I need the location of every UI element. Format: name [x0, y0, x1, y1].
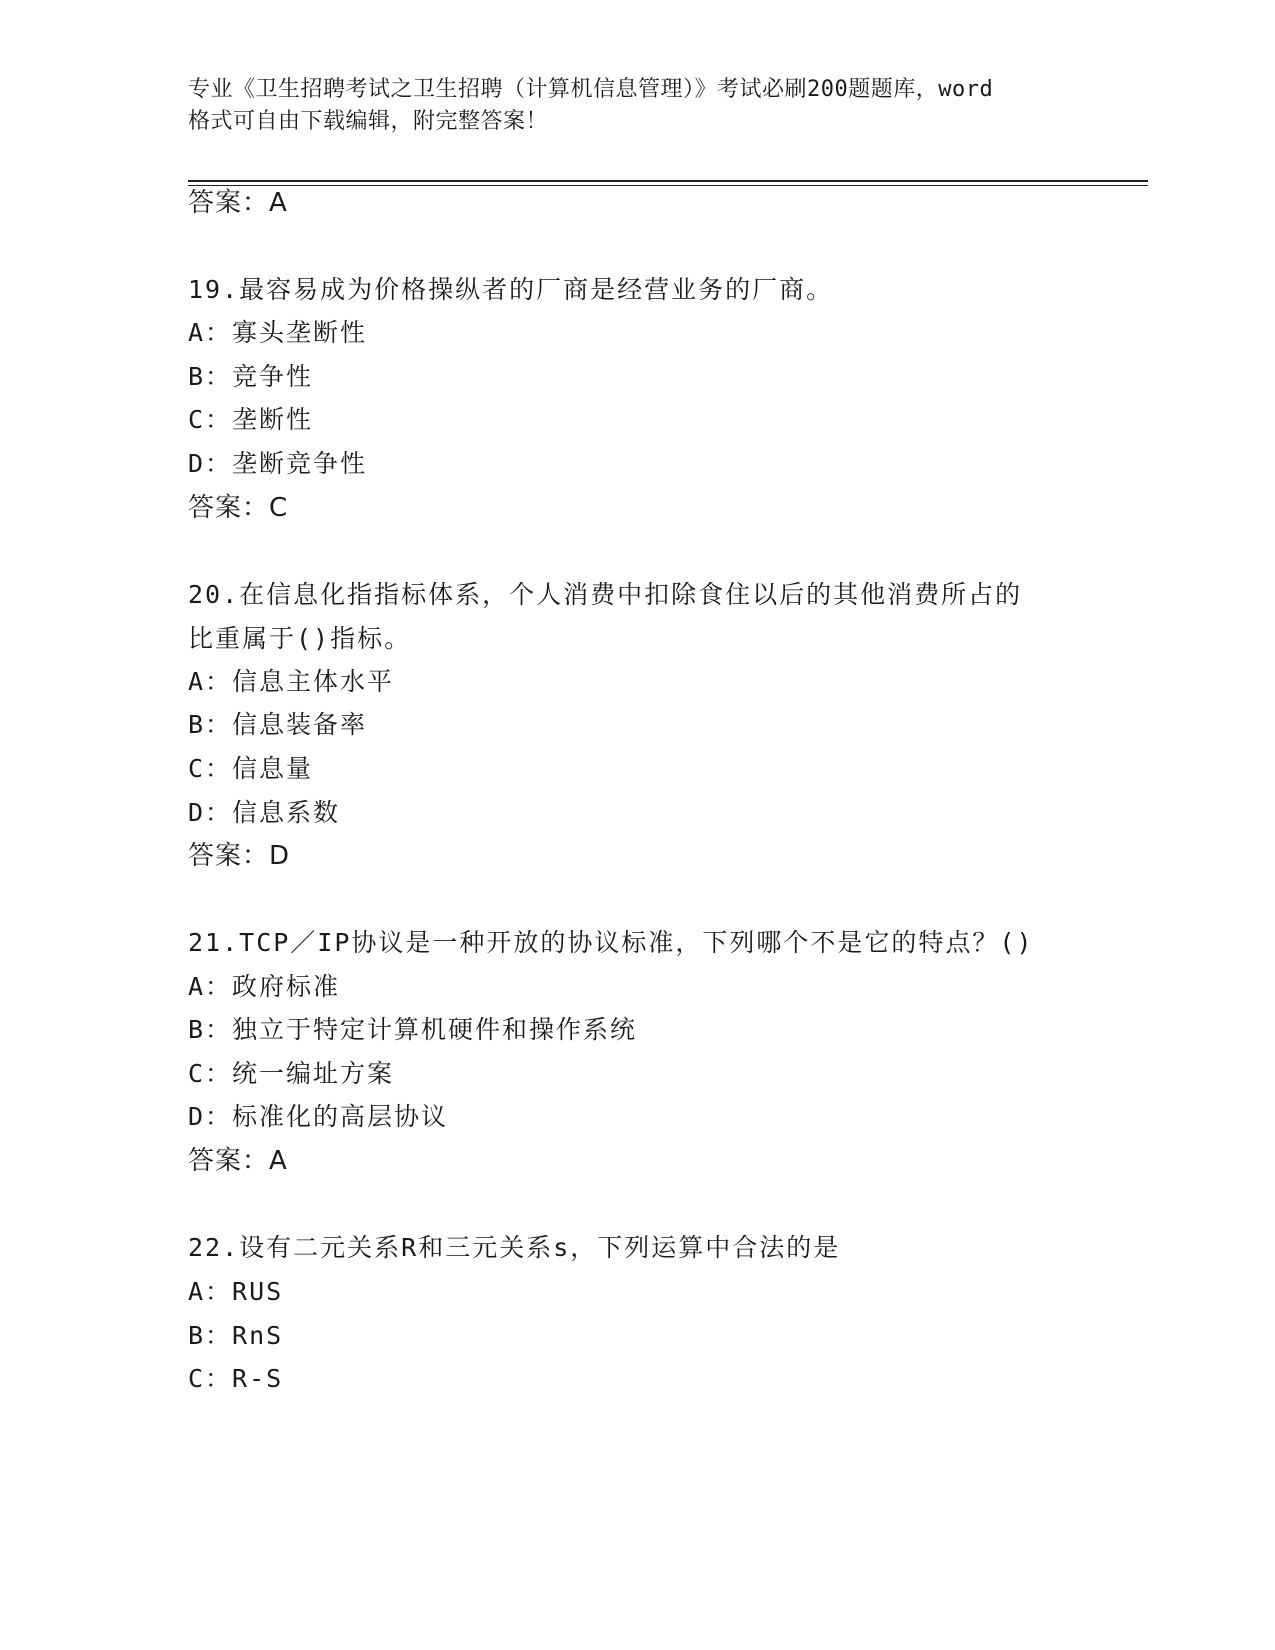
- question-20-stem-line-2: 比重属于()指标。: [188, 624, 412, 653]
- question-21-answer: 答案：A: [188, 1146, 288, 1176]
- document-header: [188, 74, 1108, 138]
- question-19-option-d: D：垄断竞争性: [188, 449, 368, 478]
- question-22-option-b: B：RnS: [188, 1321, 284, 1350]
- question-19-option-b: B：竞争性: [188, 362, 314, 391]
- question-21-option-c: C：统一编址方案: [188, 1059, 395, 1088]
- question-20-answer: 答案：D: [188, 841, 291, 871]
- question-20-option-c: C：信息量: [188, 754, 314, 783]
- question-22-option-c: C：R-S: [188, 1364, 284, 1393]
- header-rule-thick: [188, 180, 1148, 182]
- question-20-option-d: D：信息系数: [188, 798, 341, 827]
- question-19-option-a: A：寡头垄断性: [188, 318, 368, 347]
- question-19-answer: 答案：C: [188, 493, 289, 523]
- question-21-option-d: D：标准化的高层协议: [188, 1102, 449, 1131]
- question-22-option-a: A：RUS: [188, 1277, 284, 1306]
- question-19-option-c: C：垄断性: [188, 405, 314, 434]
- question-20-option-a: A：信息主体水平: [188, 667, 395, 696]
- question-21-stem: 21.TCP／IP协议是一种开放的协议标准，下列哪个不是它的特点？(): [188, 928, 1034, 957]
- question-20-option-b: B：信息装备率: [188, 710, 368, 739]
- header-line-1: 专业《卫生招聘考试之卫生招聘（计算机信息管理）》考试必刷200题题库，word: [188, 77, 994, 102]
- question-20-stem-line-1: 20.在信息化指指标体系，个人消费中扣除食住以后的其他消费所占的: [188, 580, 1023, 609]
- question-21-option-b: B：独立于特定计算机硬件和操作系统: [188, 1015, 638, 1044]
- header-rule-thin: [188, 185, 1148, 186]
- question-22-stem: 22.设有二元关系R和三元关系s，下列运算中合法的是: [188, 1233, 841, 1262]
- header-line-2: 格式可自由下载编辑，附完整答案！: [188, 109, 549, 134]
- question-21-option-a: A：政府标准: [188, 972, 341, 1001]
- question-19-stem: 19.最容易成为价格操纵者的厂商是经营业务的厂商。: [188, 275, 834, 304]
- previous-answer: 答案：A: [188, 188, 288, 218]
